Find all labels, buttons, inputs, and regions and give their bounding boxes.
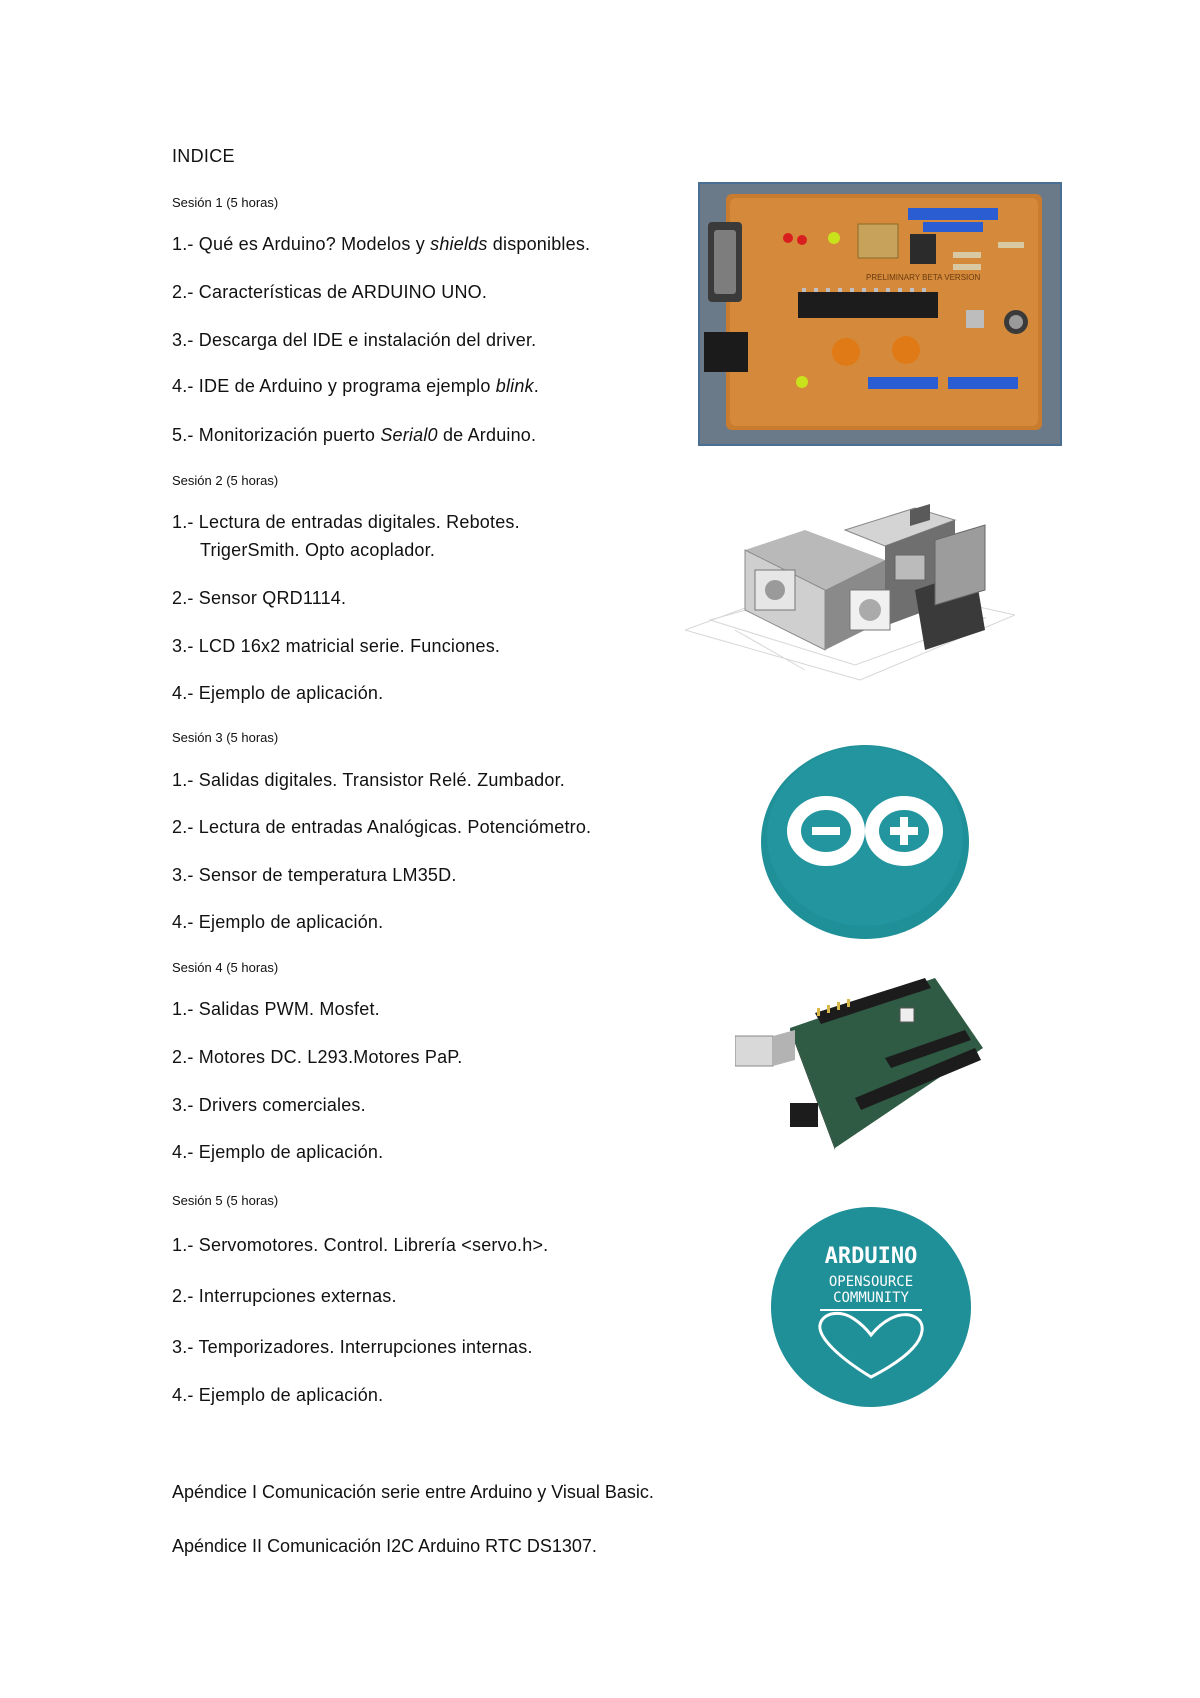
index-title: INDICE <box>172 146 235 166</box>
session-4-item-4: 4.- Ejemplo de aplicación. <box>172 1142 384 1162</box>
pcb-board-image <box>698 182 1062 446</box>
session-4-heading: Sesión 4 (5 horas) <box>172 960 279 975</box>
session-2-item-2: 2.- Sensor QRD1114. <box>172 588 347 608</box>
session-3-item-3: 3.- Sensor de temperatura LM35D. <box>172 865 457 885</box>
session-5-heading: Sesión 5 (5 horas) <box>172 1193 279 1208</box>
arduino-board-3d-image <box>735 978 985 1150</box>
session-3-item-1: 1.- Salidas digitales. Transistor Relé. Zumbador. <box>172 770 565 790</box>
session-1-heading: Sesión 1 (5 horas) <box>172 195 279 210</box>
arduino-infinity-logo <box>760 743 970 941</box>
session-3-heading: Sesión 3 (5 horas) <box>172 730 279 745</box>
3d-board-render-image <box>685 480 1015 684</box>
session-4-item-1: 1.- Salidas PWM. Mosfet. <box>172 999 380 1019</box>
session-4-item-3: 3.- Drivers comerciales. <box>172 1095 366 1115</box>
session-3-item-4: 4.- Ejemplo de aplicación. <box>172 912 384 932</box>
appendix-2: Apéndice II Comunicación I2C Arduino RTC DS1307. <box>172 1536 597 1556</box>
session-2-item-4: 4.- Ejemplo de aplicación. <box>172 683 384 703</box>
session-2-item-1-cont: TrigerSmith. Opto acoplador. <box>200 540 436 560</box>
session-5-item-2: 2.- Interrupciones externas. <box>172 1286 397 1306</box>
session-4-item-2: 2.- Motores DC. L293.Motores PaP. <box>172 1047 463 1067</box>
session-2-heading: Sesión 2 (5 horas) <box>172 473 279 488</box>
session-1-item-2: 2.- Características de ARDUINO UNO. <box>172 282 488 302</box>
session-5-item-1: 1.- Servomotores. Control. Librería <servo.h>. <box>172 1235 549 1255</box>
session-1-item-4: 4.- IDE de Arduino y programa ejemplo blink. <box>172 376 539 396</box>
pcb-silkscreen-label: PRELIMINARY BETA VERSION <box>866 273 981 282</box>
session-5-item-3: 3.- Temporizadores. Interrupciones internas. <box>172 1337 533 1357</box>
logo-arduino-text: ARDUINO <box>824 1244 918 1269</box>
arduino-community-logo <box>768 1207 974 1407</box>
session-1-item-5: 5.- Monitorización puerto Serial0 de Arduino. <box>172 425 537 445</box>
logo-opensource-text: OPENSOURCE <box>828 1274 914 1290</box>
appendix-1: Apéndice I Comunicación serie entre Arduino y Visual Basic. <box>172 1482 654 1502</box>
session-2-item-3: 3.- LCD 16x2 matricial serie. Funciones. <box>172 636 501 656</box>
session-3-item-2: 2.- Lectura de entradas Analógicas. Potenciómetro. <box>172 817 592 837</box>
logo-community-text: COMMUNITY <box>833 1290 909 1306</box>
session-2-item-1: 1.- Lectura de entradas digitales. Rebotes. <box>172 512 520 532</box>
session-5-item-4: 4.- Ejemplo de aplicación. <box>172 1385 384 1405</box>
session-1-item-1: 1.- Qué es Arduino? Modelos y shields disponibles. <box>172 234 591 254</box>
session-1-item-3: 3.- Descarga del IDE e instalación del driver. <box>172 330 537 350</box>
